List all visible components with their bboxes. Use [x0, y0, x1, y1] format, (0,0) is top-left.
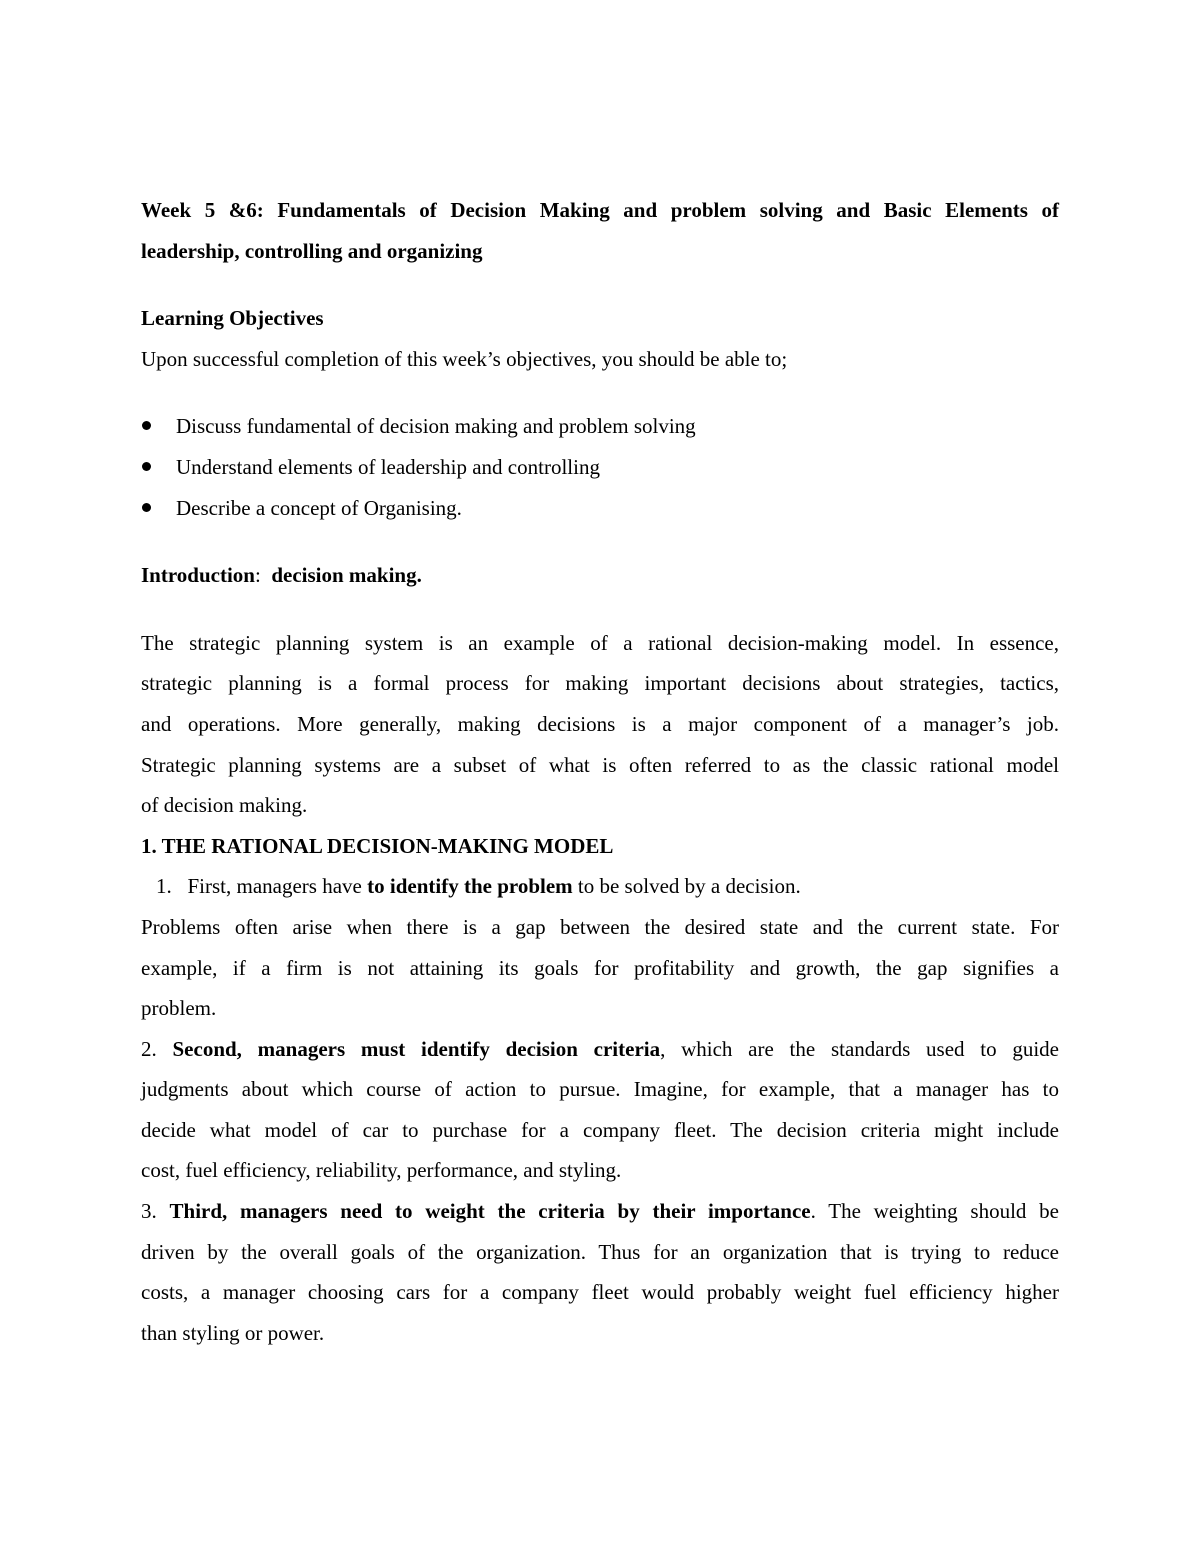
step-3-post: . The weighting should be: [810, 1199, 1059, 1224]
step-1-paragraph: [141, 907, 1059, 1029]
objective-item: [141, 488, 1059, 529]
objective-item: [141, 406, 1059, 447]
learning-objectives-intro: Upon successful completion of this week’s objectives, you should be able to;: [141, 346, 788, 371]
document-title-line-2: leadership, controlling and organizing: [141, 238, 483, 263]
objective-item: [141, 447, 1059, 488]
introduction-heading-topic: decision making.: [271, 563, 422, 588]
paragraph-line: of decision making.: [141, 793, 308, 818]
step-1-number: 1.: [156, 874, 172, 899]
step-3-bold: Third, managers need to weight the criteria by their importance: [169, 1199, 811, 1224]
objective-text: Describe a concept of Organising.: [176, 495, 462, 520]
step-1-bold: to identify the problem: [367, 874, 573, 899]
paragraph-line: decide what model of car to purchase for a company fleet. The decision criteria might include: [141, 1117, 1059, 1142]
paragraph-line: driven by the overall goals of the organization. Thus for an organization that is trying to reduce: [141, 1239, 1059, 1264]
paragraph-line: Problems often arise when there is a gap between the desired state and the current state. For: [141, 914, 1059, 939]
paragraph-line: and operations. More generally, making decisions is a major component of a manager’s job.: [141, 711, 1059, 736]
objective-text: Discuss fundamental of decision making and problem solving: [176, 414, 696, 439]
introduction-heading-label: Introduction: [141, 563, 255, 588]
step-3-paragraph: [141, 1232, 1059, 1354]
paragraph-line: cost, fuel efficiency, reliability, performance, and styling.: [141, 1158, 622, 1183]
document-page: [141, 190, 1059, 1353]
introduction-heading-separator: :: [254, 563, 261, 588]
step-1-pre: First, managers have: [187, 874, 368, 899]
bullet-icon: [142, 462, 151, 471]
paragraph-line: The strategic planning system is an example of a rational decision-making model. In essence,: [141, 630, 1059, 655]
step-1-post: to be solved by a decision.: [572, 874, 801, 899]
step-2-bold: Second, managers must identify decision criteria: [172, 1036, 661, 1061]
learning-objectives-heading: Learning Objectives: [141, 306, 324, 331]
paragraph-line: judgments about which course of action to pursue. Imagine, for example, that a manager has to: [141, 1077, 1059, 1102]
step-3-line: [141, 1191, 1059, 1232]
document-title-line-1: Week 5 &6: Fundamentals of Decision Making and problem solving and Basic Elements of: [141, 198, 1059, 222]
section-heading-rational-model: 1. THE RATIONAL DECISION-MAKING MODEL: [141, 833, 614, 858]
bullet-icon: [142, 421, 151, 430]
step-3-number: 3.: [141, 1199, 170, 1224]
step-2-number: 2.: [141, 1036, 173, 1061]
paragraph-line: costs, a manager choosing cars for a company fleet would probably weight fuel efficiency higher: [141, 1280, 1059, 1305]
objective-text: Understand elements of leadership and controlling: [176, 454, 600, 479]
step-2-line: [141, 1029, 1059, 1070]
paragraph-line: problem.: [141, 996, 217, 1021]
introduction-paragraph: [141, 623, 1059, 826]
bullet-icon: [142, 503, 151, 512]
paragraph-line: than styling or power.: [141, 1320, 325, 1345]
objectives-list: [141, 406, 1059, 528]
paragraph-line: example, if a firm is not attaining its goals for profitability and growth, the gap signifies a: [141, 955, 1059, 980]
step-2-post: , which are the standards used to guide: [660, 1036, 1059, 1061]
paragraph-line: Strategic planning systems are a subset of what is often referred to as the classic rational model: [141, 752, 1059, 777]
paragraph-line: strategic planning is a formal process for making important decisions about strategies, tactics,: [141, 671, 1059, 696]
step-1-line: [141, 866, 1059, 907]
introduction-heading: [141, 555, 1059, 596]
step-2-paragraph: [141, 1069, 1059, 1191]
